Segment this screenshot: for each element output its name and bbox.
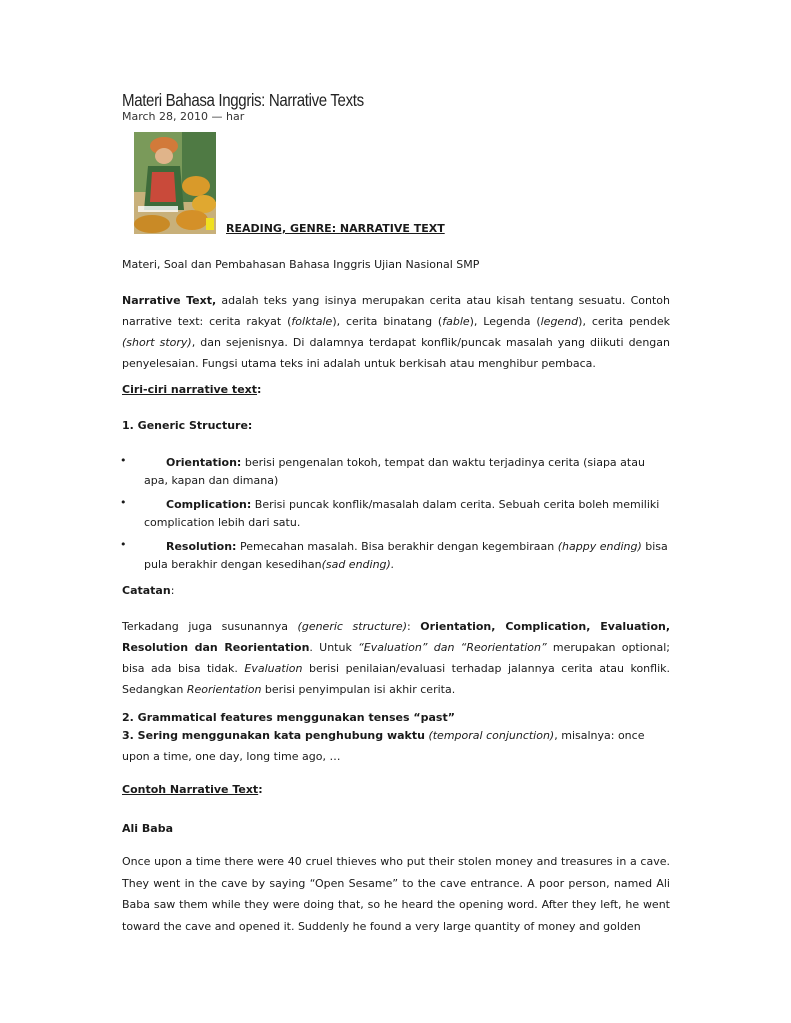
- text-run: ), Legenda (: [469, 315, 541, 328]
- text-run: :: [258, 783, 263, 796]
- catatan-paragraph: [122, 616, 670, 700]
- story-title: Ali Baba: [122, 822, 173, 835]
- text-run: folktale: [291, 315, 333, 328]
- contoh-heading: [122, 779, 670, 800]
- bullet-icon: •: [120, 538, 127, 551]
- list-item: [122, 538, 670, 574]
- ciri-label: Ciri-ciri narrative text: [122, 383, 258, 396]
- catatan-label: Catatan: [122, 584, 171, 597]
- text-run: “Evaluation” dan “Reorientation”: [358, 641, 547, 654]
- grammatical-features: 2. Grammatical features menggunakan tenses “past”: [122, 711, 455, 724]
- text-run: Orientation, Complication, Evaluation, Resolution dan Reorientation: [122, 620, 671, 654]
- text-run: Reorientation: [186, 683, 262, 696]
- bullet-continuation: (sad ending).: [321, 558, 395, 571]
- generic-structure-heading: 1. Generic Structure:: [122, 419, 253, 432]
- bullet-term: Resolution:: [166, 540, 237, 553]
- story-paragraph: Once upon a time there were 40 cruel thieves who put their stolen money and treasures in a cave. They went in the cave by saying “Open Sesame” to the cave entrance. A poor person, named Ali Baba saw them while they were doing that, so he heard the opening word. After they left, he went toward the cave and opened it. Suddenly he found a very large quantity of money and golden: [122, 855, 670, 933]
- text-run: , dan sejenisnya. Di dalamnya terdapat konflik/puncak masalah yang diikuti dengan penyelesaian. Fungsi utama teks ini adalah untuk berkisah atau menghibur pembaca.: [122, 336, 670, 370]
- page-title: Materi Bahasa Inggris: Narrative Texts: [122, 90, 364, 110]
- contoh-label: Contoh Narrative Text: [122, 783, 259, 796]
- bullet-icon: •: [120, 496, 127, 509]
- story-illustration: [134, 132, 216, 234]
- definition-paragraph: [122, 290, 670, 374]
- intro-line: Materi, Soal dan Pembahasan Bahasa Inggris Ujian Nasional SMP: [122, 258, 480, 271]
- bullet-continuation: complication lebih dari satu.: [144, 516, 301, 529]
- text-run: , misalnya: once upon a time, one day, long time ago, …: [122, 729, 645, 763]
- text-run: adalah teks yang isinya merupakan cerita atau kisah tentang sesuatu. Contoh narrative text: cerita rakyat (: [122, 294, 670, 328]
- text-run: (generic structure): [297, 620, 407, 633]
- text-run: :: [257, 383, 262, 396]
- ciri-heading: [122, 379, 670, 400]
- bullet-text: (happy ending): [557, 540, 642, 553]
- text-run: (temporal conjunction): [424, 729, 555, 742]
- text-run: 3. Sering menggunakan kata penghubung waktu: [122, 729, 425, 742]
- text-run: :: [407, 620, 421, 633]
- text-run: ), cerita binatang (: [332, 315, 443, 328]
- text-run: fable: [442, 315, 470, 328]
- bullet-text: Pemecahan masalah. Bisa berakhir dengan kegembiraan: [236, 540, 558, 553]
- bullet-icon: •: [120, 454, 127, 467]
- definition-term: Narrative Text,: [122, 294, 217, 307]
- bullet-text: bisa: [641, 540, 668, 553]
- bullet-continuation: apa, kapan dan dimana): [144, 474, 279, 487]
- text-run: Evaluation: [244, 662, 303, 675]
- bullet-text: berisi pengenalan tokoh, tempat dan waktu terjadinya cerita (siapa atau: [241, 456, 645, 469]
- text-run: Terkadang juga susunannya: [122, 620, 298, 633]
- text-run: berisi penyimpulan isi akhir cerita.: [261, 683, 456, 696]
- post-meta: March 28, 2010 — har: [122, 110, 245, 123]
- text-run: legend: [540, 315, 579, 328]
- text-run: . Untuk: [309, 641, 359, 654]
- list-item: [122, 496, 670, 532]
- section-heading: READING, GENRE: NARRATIVE TEXT: [226, 222, 445, 235]
- bullet-text: Berisi puncak konflik/masalah dalam cerita. Sebuah cerita boleh memiliki: [251, 498, 660, 511]
- catatan-heading: [122, 580, 670, 601]
- bullet-term: Orientation:: [166, 456, 242, 469]
- list-item: [122, 454, 670, 490]
- text-run: (short story): [122, 336, 192, 349]
- text-run: :: [170, 584, 175, 597]
- bullet-continuation: pula berakhir dengan kesedihan: [144, 558, 322, 571]
- temporal-conjunction: [122, 725, 670, 767]
- text-run: merupakan optional; bisa ada bisa tidak.: [122, 641, 671, 675]
- text-run: ), cerita pendek: [578, 315, 670, 328]
- text-run: berisi penilaian/evaluasi terhadap jalannya cerita atau konflik. Sedangkan: [122, 662, 671, 696]
- bullet-term: Complication:: [166, 498, 252, 511]
